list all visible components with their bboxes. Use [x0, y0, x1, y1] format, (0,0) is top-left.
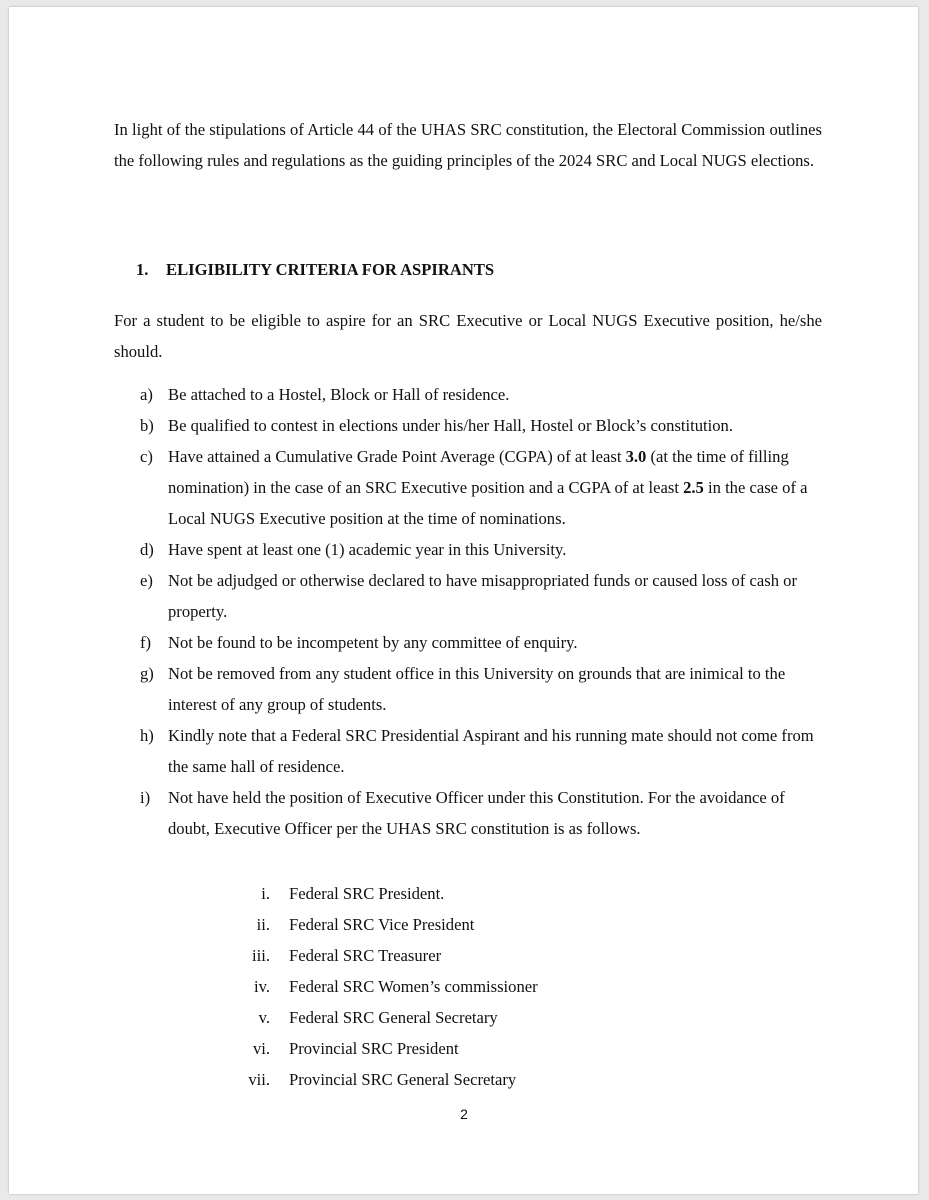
criteria-item [140, 410, 822, 441]
criteria-item [140, 534, 822, 565]
roman-numeral: vi. [252, 1039, 270, 1058]
criteria-text: Be attached to a Hostel, Block or Hall of residence. [168, 385, 510, 404]
officer-title: Provincial SRC General Secretary [289, 1070, 517, 1089]
criteria-marker: f) [140, 633, 152, 652]
criteria-text: Not be removed from any student office in this University on grounds that are inimical to the interest of any group of students. [168, 664, 786, 714]
criteria-marker: e) [140, 571, 153, 590]
criteria-text: Not be adjudged or otherwise declared to have misappropriated funds or caused loss of cash or property. [168, 571, 797, 621]
criteria-text [168, 447, 808, 528]
criteria-marker: g) [140, 664, 154, 683]
executive-officer-item [238, 971, 738, 1002]
roman-numeral: ii. [256, 915, 270, 934]
officer-title: Federal SRC General Secretary [289, 1008, 498, 1027]
criteria-item [140, 720, 822, 782]
criteria-item [140, 379, 822, 410]
criteria-text: Be qualified to contest in elections under his/her Hall, Hostel or Block’s constitution. [168, 416, 734, 435]
intro-paragraph: In light of the stipulations of Article 44 of the UHAS SRC constitution, the Electoral Commission outlines the following rules and regulations as the guiding principles of the 2024 SRC and Local NUGS elections. [114, 120, 822, 170]
criteria-text: Not have held the position of Executive Officer under this Constitution. For the avoidance of doubt, Executive Officer per the UHAS SRC constitution is as follows. [168, 788, 785, 838]
lead-paragraph: For a student to be eligible to aspire for an SRC Executive or Local NUGS Executive position, he/she should. [114, 311, 822, 361]
criteria-list [140, 379, 822, 844]
executive-officer-item [238, 1064, 738, 1095]
roman-numeral: i. [261, 884, 270, 903]
criteria-item [140, 441, 822, 534]
officer-title: Provincial SRC President [289, 1039, 459, 1058]
executive-officer-item [238, 1033, 738, 1064]
officer-title: Federal SRC Treasurer [289, 946, 442, 965]
executive-officer-item [238, 940, 738, 971]
criteria-marker: b) [140, 416, 154, 435]
criteria-marker: a) [140, 385, 153, 404]
criteria-item [140, 565, 822, 627]
executive-officer-list [238, 878, 738, 1095]
roman-numeral: v. [258, 1008, 270, 1027]
criteria-item [140, 658, 822, 720]
executive-officer-item [238, 878, 738, 909]
criteria-item [140, 782, 822, 844]
criteria-item [140, 627, 822, 658]
criteria-text: Kindly note that a Federal SRC Presidential Aspirant and his running mate should not come from the same hall of residence. [168, 726, 814, 776]
page-number: 2 [460, 1106, 468, 1122]
roman-numeral: vii. [248, 1070, 270, 1089]
cgpa-src-value: 3.0 [625, 447, 647, 466]
section-heading [136, 260, 494, 280]
officer-title: Federal SRC Women’s commissioner [289, 977, 538, 996]
criteria-marker: d) [140, 540, 154, 559]
criteria-text-part: Have attained a Cumulative Grade Point Average (CGPA) of at least [168, 447, 626, 466]
criteria-text: Not be found to be incompetent by any committee of enquiry. [168, 633, 578, 652]
criteria-marker: h) [140, 726, 154, 745]
cgpa-nugs-value: 2.5 [683, 478, 704, 497]
executive-officer-item [238, 1002, 738, 1033]
officer-title: Federal SRC President. [289, 884, 445, 903]
criteria-marker: c) [140, 447, 153, 466]
roman-numeral: iii. [252, 946, 270, 965]
document-page [9, 7, 918, 1194]
criteria-text: Have spent at least one (1) academic year in this University. [168, 540, 567, 559]
section-number: 1. [136, 260, 149, 279]
roman-numeral: iv. [254, 977, 270, 996]
criteria-marker: i) [140, 788, 151, 807]
executive-officer-item [238, 909, 738, 940]
criteria-text-part: in the case of a Local NUGS Executive position at the time of nominations. [168, 478, 808, 528]
officer-title: Federal SRC Vice President [289, 915, 475, 934]
section-title: ELIGIBILITY CRITERIA FOR ASPIRANTS [166, 260, 495, 279]
criteria-text-part: (at the time of filling nomination) in the case of an SRC Executive position and a CGPA of at least [168, 447, 789, 497]
